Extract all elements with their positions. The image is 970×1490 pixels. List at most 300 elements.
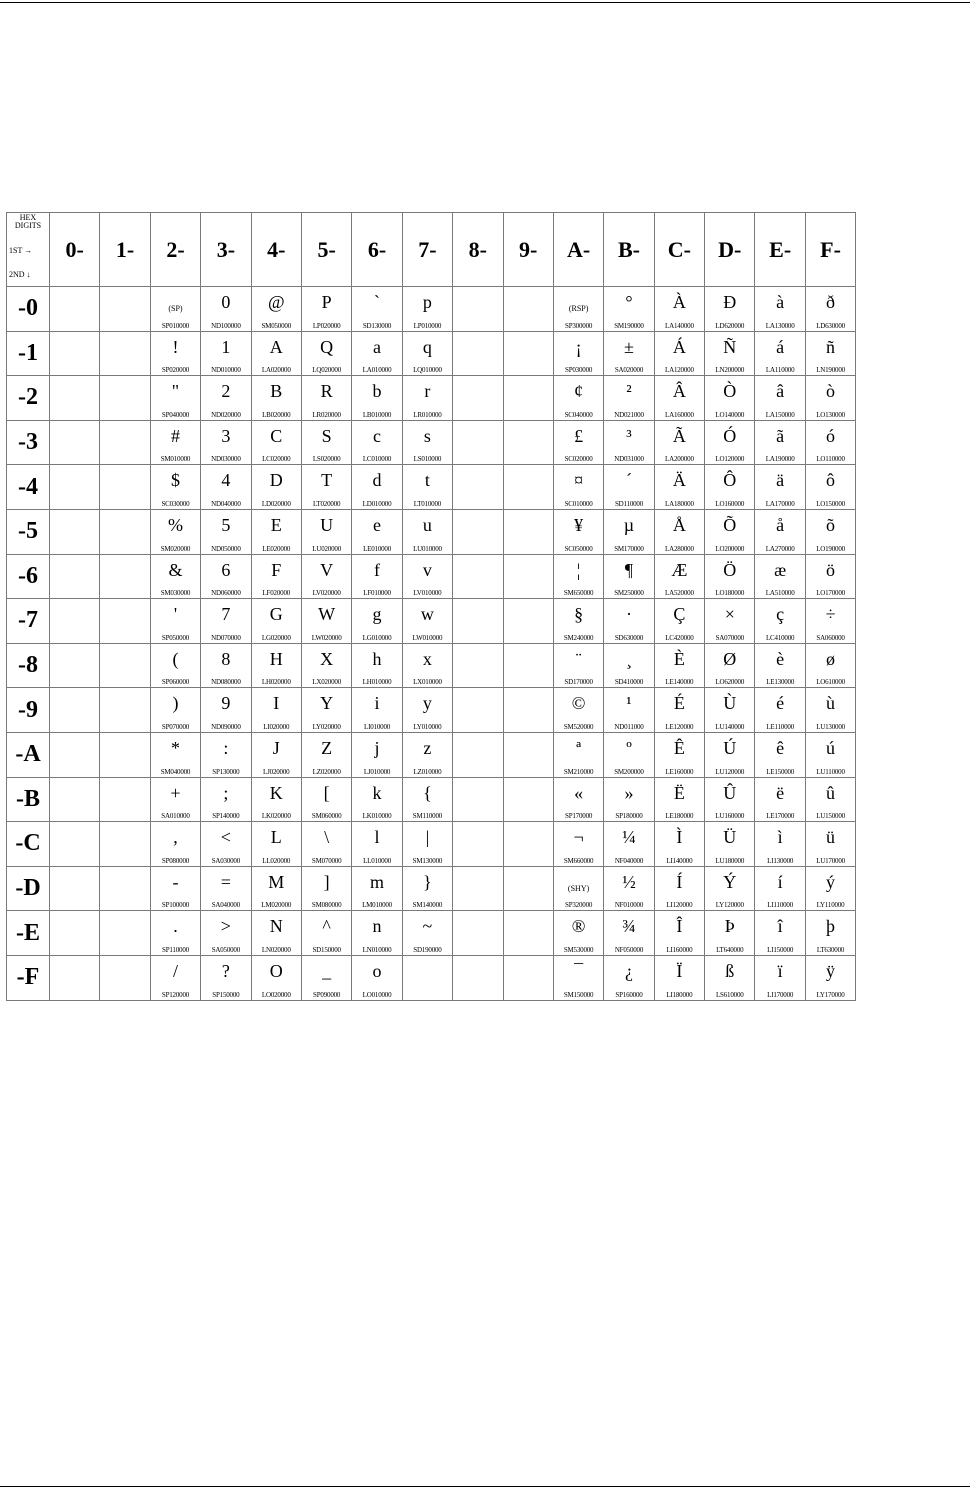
hex-digits-label: HEX DIGITS <box>14 213 42 230</box>
code-cell <box>654 866 704 911</box>
column-header: E- <box>755 213 805 287</box>
glyph-identifier: LO150000 <box>816 499 845 508</box>
glyph-identifier: LT020000 <box>312 499 341 508</box>
code-cell <box>503 822 553 867</box>
code-cell <box>503 599 553 644</box>
character-glyph: 9 <box>221 693 231 714</box>
code-cell <box>100 599 150 644</box>
character-glyph: 7 <box>221 604 231 625</box>
glyph-identifier: SM240000 <box>563 633 594 642</box>
character-glyph: À <box>672 292 686 312</box>
code-cell <box>705 376 755 421</box>
code-cell <box>755 911 805 956</box>
character-glyph: Ñ <box>723 336 737 357</box>
code-cell <box>654 911 704 956</box>
character-glyph: < <box>220 827 231 848</box>
glyph-identifier: LU150000 <box>816 812 845 821</box>
code-cell <box>503 688 553 733</box>
glyph-identifier: LU110000 <box>816 767 845 776</box>
code-cell <box>301 554 351 599</box>
code-cell <box>705 287 755 332</box>
code-cell <box>705 465 755 510</box>
character-glyph: q <box>422 336 432 357</box>
code-cell <box>50 509 100 554</box>
character-glyph: » <box>624 782 634 803</box>
glyph-identifier: ND090000 <box>211 722 241 731</box>
code-cell <box>201 911 251 956</box>
code-cell <box>705 509 755 554</box>
glyph-identifier: LV020000 <box>312 589 341 598</box>
code-cell <box>50 331 100 376</box>
character-glyph: ð <box>826 292 836 312</box>
row-header: -9 <box>7 688 50 733</box>
code-cell <box>604 331 654 376</box>
code-cell <box>604 376 654 421</box>
glyph-identifier: SC030000 <box>161 499 190 508</box>
code-cell <box>100 866 150 911</box>
code-cell <box>201 732 251 777</box>
code-cell <box>352 822 402 867</box>
glyph-identifier: LD010000 <box>362 499 392 508</box>
character-glyph: m <box>370 871 385 892</box>
character-glyph: ¿ <box>624 960 633 981</box>
character-glyph: é <box>776 693 785 714</box>
column-header: 3- <box>201 213 251 287</box>
character-glyph: È <box>673 648 685 669</box>
glyph-identifier: SP090000 <box>313 990 341 999</box>
code-cell <box>805 866 855 911</box>
glyph-identifier: SA060000 <box>816 633 845 642</box>
glyph-identifier: LR020000 <box>312 410 341 419</box>
character-glyph: t <box>424 470 430 491</box>
character-glyph: × <box>724 604 735 625</box>
column-header: A- <box>553 213 603 287</box>
code-cell <box>604 420 654 465</box>
glyph-identifier: SP300000 <box>565 321 593 330</box>
code-cell <box>301 287 351 332</box>
character-glyph: V <box>320 559 334 580</box>
glyph-identifier: LL010000 <box>363 856 392 865</box>
code-cell <box>453 688 503 733</box>
character-glyph: ' <box>173 604 178 625</box>
column-header: D- <box>705 213 755 287</box>
character-glyph: 2 <box>221 381 231 402</box>
code-cell <box>705 331 755 376</box>
glyph-identifier: LS020000 <box>312 455 341 464</box>
glyph-identifier: LE130000 <box>766 678 795 687</box>
glyph-identifier: LX010000 <box>413 678 442 687</box>
glyph-identifier: LY170000 <box>816 990 845 999</box>
code-cell <box>805 554 855 599</box>
character-glyph: Y <box>320 693 334 714</box>
character-glyph: « <box>574 782 584 803</box>
bottom-rule <box>0 1486 970 1487</box>
character-glyph: _ <box>322 960 332 981</box>
glyph-identifier: LI140000 <box>666 856 693 865</box>
row-header: -0 <box>7 287 50 332</box>
character-glyph: O <box>269 960 283 981</box>
glyph-identifier: LX020000 <box>312 678 342 687</box>
code-cell <box>705 420 755 465</box>
glyph-identifier: LN190000 <box>816 366 845 375</box>
glyph-identifier: LT640000 <box>716 945 744 954</box>
glyph-identifier: LU180000 <box>715 856 745 865</box>
code-cell <box>705 777 755 822</box>
character-glyph: £ <box>574 425 584 446</box>
code-cell <box>352 688 402 733</box>
row-header: -D <box>7 866 50 911</box>
glyph-identifier: SM050000 <box>261 321 292 330</box>
code-cell <box>100 287 150 332</box>
glyph-identifier: LZ010000 <box>413 767 442 776</box>
column-header: 5- <box>301 213 351 287</box>
code-cell <box>805 911 855 956</box>
glyph-identifier: LA010000 <box>362 366 392 375</box>
code-cell <box>755 554 805 599</box>
glyph-identifier: SM170000 <box>614 544 644 553</box>
character-glyph: ß <box>725 960 735 981</box>
character-glyph: : <box>223 737 229 758</box>
row-header: -B <box>7 777 50 822</box>
code-cell <box>553 822 603 867</box>
code-cell <box>150 688 200 733</box>
glyph-identifier: LA200000 <box>665 455 694 464</box>
glyph-identifier: LN010000 <box>362 945 392 954</box>
character-glyph: ò <box>826 381 836 402</box>
character-glyph: p <box>422 292 432 312</box>
code-cell <box>150 331 200 376</box>
code-table-body <box>7 287 856 1001</box>
code-cell <box>553 331 603 376</box>
code-cell <box>553 643 603 688</box>
character-glyph: ã <box>776 425 785 446</box>
code-cell <box>503 465 553 510</box>
glyph-identifier: SM660000 <box>563 856 594 865</box>
character-glyph: Ü <box>723 827 737 848</box>
character-glyph: P <box>321 292 332 312</box>
code-cell <box>201 688 251 733</box>
glyph-identifier: SM060000 <box>311 812 342 821</box>
character-glyph: ¦ <box>576 559 581 580</box>
glyph-identifier: LO170000 <box>816 589 845 598</box>
glyph-identifier: SD170000 <box>564 678 593 687</box>
glyph-identifier: LI130000 <box>767 856 794 865</box>
column-header: 8- <box>453 213 503 287</box>
character-glyph: j <box>374 737 380 758</box>
code-cell <box>50 822 100 867</box>
character-glyph: Ý <box>723 871 737 892</box>
character-glyph: h <box>372 648 382 669</box>
code-cell <box>100 822 150 867</box>
code-cell <box>604 554 654 599</box>
character-glyph: Ù <box>723 693 737 714</box>
glyph-identifier: LO610000 <box>816 678 845 687</box>
code-cell <box>301 465 351 510</box>
character-glyph: © <box>571 693 586 714</box>
code-cell <box>503 509 553 554</box>
glyph-identifier: LA520000 <box>665 589 694 598</box>
glyph-identifier: LI020000 <box>263 722 290 731</box>
character-glyph: 1 <box>221 336 231 357</box>
glyph-identifier: SM070000 <box>311 856 342 865</box>
glyph-identifier: ND011000 <box>614 722 644 731</box>
character-glyph: ¤ <box>574 470 584 491</box>
character-glyph: @ <box>267 292 285 312</box>
character-glyph: x <box>422 648 432 669</box>
code-cell <box>553 376 603 421</box>
character-glyph: ® <box>571 916 586 937</box>
character-glyph: b <box>372 381 382 402</box>
character-glyph: n <box>372 916 382 937</box>
character-glyph: [ <box>323 782 330 803</box>
code-cell <box>805 376 855 421</box>
character-glyph: Æ <box>671 559 688 580</box>
glyph-identifier: SP130000 <box>212 767 240 776</box>
column-header: 9- <box>503 213 553 287</box>
code-cell <box>150 911 200 956</box>
code-cell <box>805 287 855 332</box>
character-glyph: ¾ <box>622 916 636 937</box>
code-cell <box>201 955 251 1000</box>
character-glyph: § <box>574 604 584 625</box>
glyph-identifier: SM200000 <box>614 767 644 776</box>
character-glyph: í <box>777 871 783 892</box>
character-glyph: 4 <box>221 470 231 491</box>
code-cell <box>402 732 452 777</box>
glyph-identifier: LQ010000 <box>413 366 442 375</box>
character-glyph: ~ <box>422 916 433 937</box>
glyph-identifier: LY120000 <box>715 901 744 910</box>
code-cell <box>402 866 452 911</box>
character-glyph: g <box>372 604 382 625</box>
glyph-identifier: SP080000 <box>161 856 190 865</box>
column-header: C- <box>654 213 704 287</box>
code-cell <box>100 376 150 421</box>
code-cell <box>100 420 150 465</box>
code-cell <box>251 732 301 777</box>
glyph-identifier: ND030000 <box>211 455 241 464</box>
glyph-identifier: SA010000 <box>161 812 190 821</box>
code-cell <box>654 643 704 688</box>
glyph-identifier: LA170000 <box>765 499 795 508</box>
character-glyph: ? <box>221 960 230 981</box>
code-cell <box>251 643 301 688</box>
code-cell <box>705 599 755 644</box>
code-cell <box>100 643 150 688</box>
character-glyph: Å <box>672 514 686 535</box>
code-cell <box>201 822 251 867</box>
code-cell <box>100 554 150 599</box>
character-glyph: i <box>374 693 380 714</box>
character-glyph: ¼ <box>622 827 636 848</box>
glyph-identifier: LS010000 <box>413 455 442 464</box>
glyph-identifier: LO620000 <box>715 678 745 687</box>
character-glyph: U <box>320 514 334 535</box>
character-glyph: ì <box>777 827 783 848</box>
glyph-identifier: SM080000 <box>311 901 342 910</box>
code-cell <box>402 955 452 1000</box>
character-glyph: î <box>777 916 783 937</box>
character-glyph: ä <box>776 470 785 491</box>
code-cell <box>604 866 654 911</box>
glyph-identifier: LO190000 <box>816 544 845 553</box>
glyph-identifier: LJ020000 <box>263 767 290 776</box>
code-cell <box>251 465 301 510</box>
glyph-identifier: SA030000 <box>211 856 241 865</box>
table-row <box>7 822 856 867</box>
table-row <box>7 599 856 644</box>
code-cell <box>654 554 704 599</box>
code-cell <box>805 643 855 688</box>
character-glyph: v <box>422 559 432 580</box>
character-glyph: S <box>321 425 332 446</box>
character-glyph: Þ <box>724 916 735 937</box>
code-cell <box>453 866 503 911</box>
glyph-identifier: ND010000 <box>211 366 241 375</box>
character-glyph: ÿ <box>826 960 836 981</box>
character-glyph: º <box>626 737 632 758</box>
character-glyph: ô <box>826 470 836 491</box>
glyph-identifier: ND060000 <box>211 589 241 598</box>
code-cell <box>352 643 402 688</box>
glyph-identifier: SM150000 <box>563 990 594 999</box>
table-row <box>7 866 856 911</box>
character-glyph: ö <box>826 559 836 580</box>
character-glyph: c <box>373 425 382 446</box>
table-row <box>7 732 856 777</box>
glyph-identifier: ND031000 <box>614 455 644 464</box>
code-cell <box>503 732 553 777</box>
code-cell <box>654 955 704 1000</box>
code-cell <box>201 643 251 688</box>
row-header: -C <box>7 822 50 867</box>
code-cell <box>654 822 704 867</box>
code-cell <box>654 420 704 465</box>
code-cell <box>50 554 100 599</box>
code-cell <box>150 554 200 599</box>
code-cell <box>755 955 805 1000</box>
character-glyph: ¢ <box>574 381 584 402</box>
glyph-identifier: LT010000 <box>413 499 442 508</box>
code-cell <box>352 465 402 510</box>
code-cell <box>201 376 251 421</box>
character-glyph: ç <box>776 604 785 625</box>
code-cell <box>453 911 503 956</box>
code-cell <box>654 732 704 777</box>
glyph-identifier: LO110000 <box>816 455 845 464</box>
character-glyph: Ø <box>723 648 737 669</box>
hex-digits-corner <box>7 213 50 287</box>
glyph-identifier: NF010000 <box>614 901 644 910</box>
glyph-identifier: LC410000 <box>765 633 795 642</box>
code-cell <box>251 955 301 1000</box>
character-glyph: , <box>173 827 178 848</box>
code-cell <box>251 376 301 421</box>
code-cell <box>301 777 351 822</box>
glyph-identifier: LE020000 <box>262 544 291 553</box>
code-cell <box>301 643 351 688</box>
code-cell <box>755 331 805 376</box>
character-glyph: ) <box>172 693 179 714</box>
table-row <box>7 465 856 510</box>
character-glyph: . <box>173 916 178 937</box>
table-row <box>7 509 856 554</box>
glyph-identifier: SM140000 <box>412 901 443 910</box>
character-glyph: Õ <box>723 514 737 535</box>
code-cell <box>654 465 704 510</box>
character-glyph: a <box>373 336 382 357</box>
glyph-identifier: LE120000 <box>665 722 694 731</box>
glyph-identifier: LA270000 <box>765 544 795 553</box>
code-cell <box>553 955 603 1000</box>
code-cell <box>705 911 755 956</box>
glyph-identifier: LU010000 <box>413 544 442 553</box>
glyph-identifier: SM250000 <box>614 589 644 598</box>
character-glyph: ] <box>323 871 330 892</box>
code-cell <box>352 777 402 822</box>
character-glyph: Ò <box>723 381 737 402</box>
character-glyph: á <box>776 336 785 357</box>
glyph-identifier: LI120000 <box>666 901 693 910</box>
code-cell <box>503 287 553 332</box>
character-glyph: M <box>268 871 285 892</box>
character-glyph: Ä <box>672 470 686 491</box>
character-glyph: 8 <box>221 648 231 669</box>
glyph-identifier: LA160000 <box>665 410 694 419</box>
code-cell <box>50 866 100 911</box>
code-cell <box>251 509 301 554</box>
glyph-identifier: LO200000 <box>715 544 745 553</box>
code-cell <box>453 331 503 376</box>
code-cell <box>352 331 402 376</box>
character-glyph: Î <box>676 916 683 937</box>
column-header: F- <box>805 213 855 287</box>
character-glyph: ´ <box>625 470 632 491</box>
character-glyph: Ó <box>723 425 737 446</box>
character-glyph: ï <box>777 960 783 981</box>
character-glyph: Í <box>676 871 683 892</box>
glyph-identifier: LB010000 <box>362 410 392 419</box>
code-cell <box>705 866 755 911</box>
code-cell <box>755 465 805 510</box>
glyph-identifier: LC420000 <box>665 633 694 642</box>
glyph-identifier: SM020000 <box>160 544 191 553</box>
code-cell <box>755 777 805 822</box>
character-glyph: - <box>172 871 179 892</box>
code-cell <box>150 822 200 867</box>
code-cell <box>352 599 402 644</box>
table-row <box>7 331 856 376</box>
code-cell <box>654 599 704 644</box>
glyph-identifier: ND080000 <box>211 678 241 687</box>
glyph-identifier: LT630000 <box>816 945 845 954</box>
character-glyph: Ì <box>676 827 683 848</box>
character-glyph: ¬ <box>573 827 584 848</box>
code-cell <box>805 420 855 465</box>
character-glyph: I <box>273 693 280 714</box>
character-glyph: H <box>269 648 283 669</box>
code-cell <box>201 866 251 911</box>
character-glyph: / <box>172 960 178 981</box>
code-cell <box>604 287 654 332</box>
glyph-identifier: LF010000 <box>363 589 391 598</box>
character-glyph: = <box>220 871 231 892</box>
character-glyph: Ô <box>723 470 737 491</box>
code-cell <box>805 732 855 777</box>
code-cell <box>755 420 805 465</box>
glyph-identifier: SP180000 <box>615 812 643 821</box>
character-glyph: ¨ <box>575 648 582 669</box>
